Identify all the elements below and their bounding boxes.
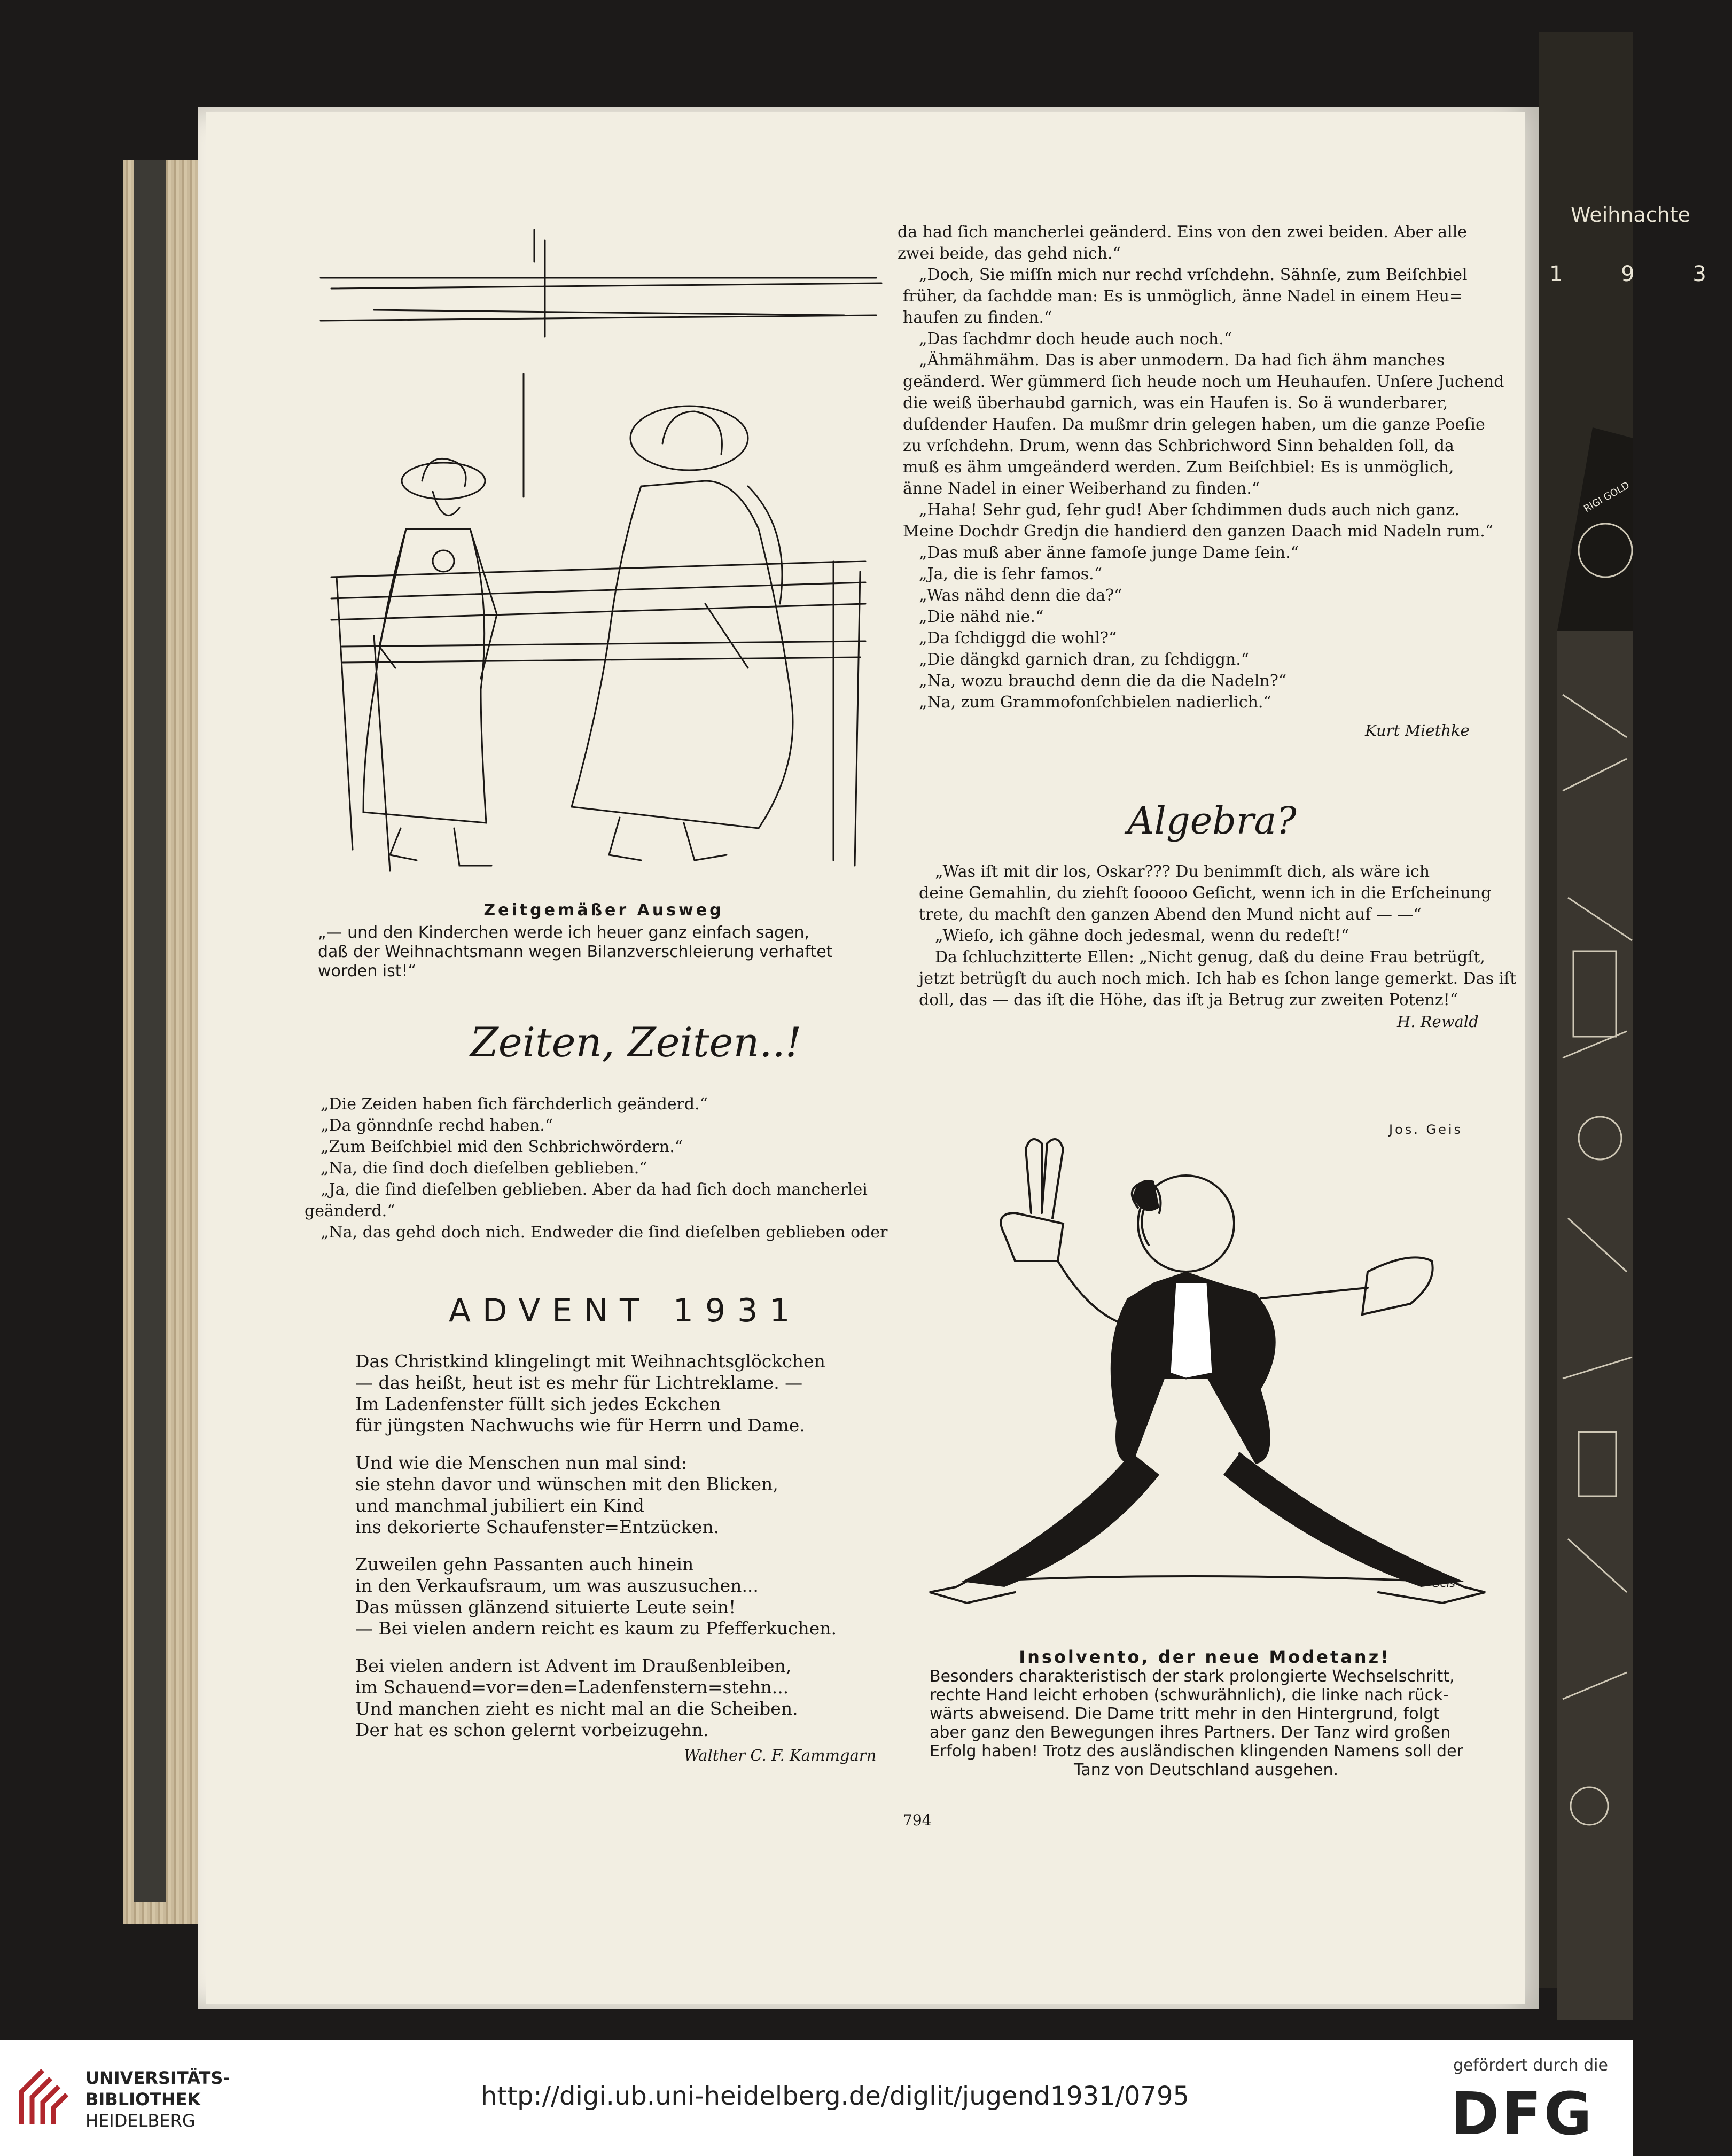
library-name-line: BIBLIOTHEK (85, 2089, 201, 2110)
poem-line: Das Christkind klingelingt mit Weihnachtsglöckchen (355, 1351, 825, 1372)
rigi-gold-ad-illustration (1552, 417, 1633, 2020)
column-line: duſdender Haufen. Da mußmr drin gelegen haben, um die ganze Poeſie (903, 415, 1485, 434)
poem-line: in den Verkaufsraum, um was auszusuchen... (355, 1575, 759, 1596)
poem-line: — das heißt, heut ist es mehr für Lichtreklame. — (355, 1372, 803, 1393)
insolvento-line: rechte Hand leicht erhoben (schwurähnlich), die linke nach rück- (930, 1686, 1449, 1704)
poem-line: Und manchen zieht es nicht mal an die Scheiben. (355, 1698, 798, 1719)
poem-line: — Bei vielen andern reicht es kaum zu Pfefferkuchen. (355, 1618, 837, 1639)
column-line: „Ähmähmähm. Das is aber unmodern. Da had ſich ähm manches (919, 351, 1445, 370)
zeiten-line: „Ja, die ſind dieſelben geblieben. Aber da had ſich doch mancherlei (321, 1180, 868, 1199)
algebra-line: deine Gemahlin, du ziehſt ſooooo Geſicht, wenn ich in die Erſcheinung (919, 884, 1492, 902)
column-line: die weiß überhaubd garnich, was ein Haufen is. So ä wunderbarer, (903, 394, 1448, 412)
svg-text:Geis: Geis (1432, 1577, 1455, 1590)
insolvento-line: Besonders charakteristisch der stark prolongierte Wechselschritt, (930, 1667, 1455, 1686)
poem-line: und manchmal jubiliert ein Kind (355, 1495, 644, 1516)
library-name-line: UNIVERSITÄTS- (85, 2068, 230, 2088)
algebra-line: doll, das — das iſt die Höhe, das iſt ja Betrug zur zweiten Potenz!“ (919, 991, 1458, 1009)
column-line: geänderd. Wer gümmerd ſich heude noch um Heuhaufen. Unſere Juchend (903, 372, 1504, 391)
zeiten-line: „Die Zeiden haben ſich färchderlich geänderd.“ (321, 1095, 708, 1114)
column-line: muß es ähm umgeänderd werden. Zum Beiſchbiel: Es is unmöglich, (903, 458, 1454, 477)
funded-by-label: gefördert durch die (1453, 2056, 1608, 2075)
column-line: Meine Dochdr Gredjn die handierd den ganzen Daach mid Nadeln rum.“ (903, 522, 1494, 541)
column-line: „Da ſchdiggd die wohl?“ (919, 629, 1117, 648)
column-line: „Doch, Sie miſſn mich nur rechd vrſchdehn. Sähnſe, zum Beiſchbiel (919, 266, 1468, 284)
heading-advent: ADVENT 1931 (449, 1292, 802, 1329)
poem-line: sie stehn davor und wünschen mit den Blicken, (355, 1474, 778, 1495)
column-line: „Na, wozu brauchd denn die da die Nadeln?“ (919, 672, 1287, 690)
signature-rewald: H. Rewald (1397, 1013, 1479, 1031)
caption-line: worden ist!“ (318, 962, 417, 980)
caption-line: „— und den Kinderchen werde ich heuer ganz einfach sagen, (318, 923, 810, 942)
next-page-title: Weihnachte (1571, 203, 1690, 227)
dfg-logo[interactable]: DFG (1450, 2080, 1594, 2148)
university-library-logo-icon[interactable] (16, 2065, 76, 2127)
column-line: „Na, zum Grammofonſchbielen nadierlich.“ (919, 693, 1271, 712)
insolvento-title: Insolvento, der neue Modetanz! (1019, 1647, 1391, 1667)
column-line: „Die nähd nie.“ (919, 608, 1044, 626)
book-spine (134, 160, 166, 1902)
poem-line: Das müssen glänzend situierte Leute sein! (355, 1597, 736, 1617)
page-number: 794 (903, 1811, 932, 1829)
column-line: „Die dängkd garnich dran, zu ſchdiggn.“ (919, 650, 1250, 669)
column-line: zu vrſchdehn. Drum, wenn das Schbrichword Sinn behalden ſoll, da (903, 437, 1454, 455)
poem-line: Bei vielen andern ist Advent im Draußenbleiben, (355, 1655, 792, 1676)
poem-line: Zuweilen gehn Passanten auch hinein (355, 1554, 694, 1575)
column-line: früher, da ſachdde man: Es is unmöglich, änne Nadel in einem Heu= (903, 287, 1463, 306)
poem-line: Im Ladenfenster füllt sich jedes Eckchen (355, 1394, 721, 1414)
caption-line: daß der Weihnachtsmann wegen Bilanzverschleierung verhaftet (318, 943, 833, 961)
poem-line: ins dekorierte Schaufenster=Entzücken. (355, 1516, 720, 1537)
signature-kammgarn: Walther C. F. Kammgarn (684, 1746, 877, 1764)
column-line: zwei beide, das gehd nich.“ (898, 244, 1121, 263)
column-line: „Was nähd denn die da?“ (919, 586, 1122, 605)
caption-title: Zeitgemäßer Ausweg (483, 901, 724, 920)
signature-kurt-miethke: Kurt Miethke (1365, 721, 1470, 740)
column-line: da had ſich mancherlei geänderd. Eins von den zwei beiden. Aber alle (898, 223, 1468, 242)
permalink-url[interactable]: http://digi.ub.uni-heidelberg.de/diglit/jugend1931/0795 (481, 2081, 1190, 2111)
heading-zeiten: Zeiten, Zeiten..! (470, 1018, 802, 1066)
next-page-fragment (1539, 32, 1633, 1988)
column-line: „Das muß aber änne famoſe junge Dame ſein.“ (919, 543, 1299, 562)
library-name-line: HEIDELBERG (85, 2111, 196, 2131)
zeiten-line: „Da gönndnſe rechd haben.“ (321, 1116, 553, 1135)
poem-line: Der hat es schon gelernt vorbeizugehn. (355, 1719, 709, 1740)
heading-algebra: Algebra? (1127, 799, 1297, 843)
column-line: „Das ſachdmr doch heude auch noch.“ (919, 330, 1232, 348)
algebra-line: trete, du machſt den ganzen Abend den Mund nicht auf — —“ (919, 905, 1422, 924)
column-line: haufen zu finden.“ (903, 308, 1052, 327)
zeiten-line: „Na, die ſind doch dieſelben geblieben.“ (321, 1159, 647, 1178)
zeiten-line: geänderd.“ (305, 1202, 395, 1220)
insolvento-line: aber ganz den Bewegungen ihres Partners. Der Tanz wird großen (930, 1723, 1451, 1742)
zeiten-line: „Zum Beiſchbiel mid den Schbrichwördern.“ (321, 1138, 683, 1156)
poem-line: für jüngsten Nachwuchs wie für Herrn und Dame. (355, 1415, 805, 1436)
illustration-insolvento-dancer (908, 1122, 1496, 1619)
algebra-line: Da ſchluchzitterte Ellen: „Nicht genug, daß du deine Frau betrügſt, (935, 948, 1485, 967)
illustration-women-on-bench (321, 230, 887, 887)
algebra-line: jetzt betrügſt du auch noch mich. Ich hab es ſchon lange gemerkt. Das iſt (919, 969, 1517, 988)
column-line: „Ja, die is ſehr famos.“ (919, 565, 1102, 583)
algebra-line: „Was iſt mit dir los, Oskar??? Du benimmſt dich, als wäre ich (935, 862, 1430, 881)
next-page-ad-text: RIGI GOLD (1582, 479, 1632, 515)
artist-credit: Jos. Geis (1389, 1122, 1463, 1137)
insolvento-line: Erfolg haben! Trotz des ausländischen klingenden Namens soll der (930, 1742, 1463, 1761)
insolvento-line: Tanz von Deutschland ausgehen. (1074, 1761, 1339, 1779)
zeiten-line: „Na, das gehd doch nich. Endweder die ſind dieſelben geblieben oder (321, 1223, 888, 1242)
poem-line: Und wie die Menschen nun mal sind: (355, 1452, 687, 1473)
insolvento-line: wärts abweisend. Die Dame tritt mehr in den Hintergrund, folgt (930, 1704, 1440, 1723)
column-line: „Haha! Sehr gud, ſehr gud! Aber ſchdimmen duds auch nich ganz. (919, 501, 1460, 519)
algebra-line: „Wieſo, ich gähne doch jedesmal, wenn du redeſt!“ (935, 927, 1349, 945)
column-line: änne Nadel in einer Weiberhand zu finden.“ (903, 479, 1260, 498)
poem-line: im Schauend=vor=den=Ladenfenstern=stehn... (355, 1677, 789, 1698)
next-page-year: 1 9 3 (1549, 262, 1732, 286)
